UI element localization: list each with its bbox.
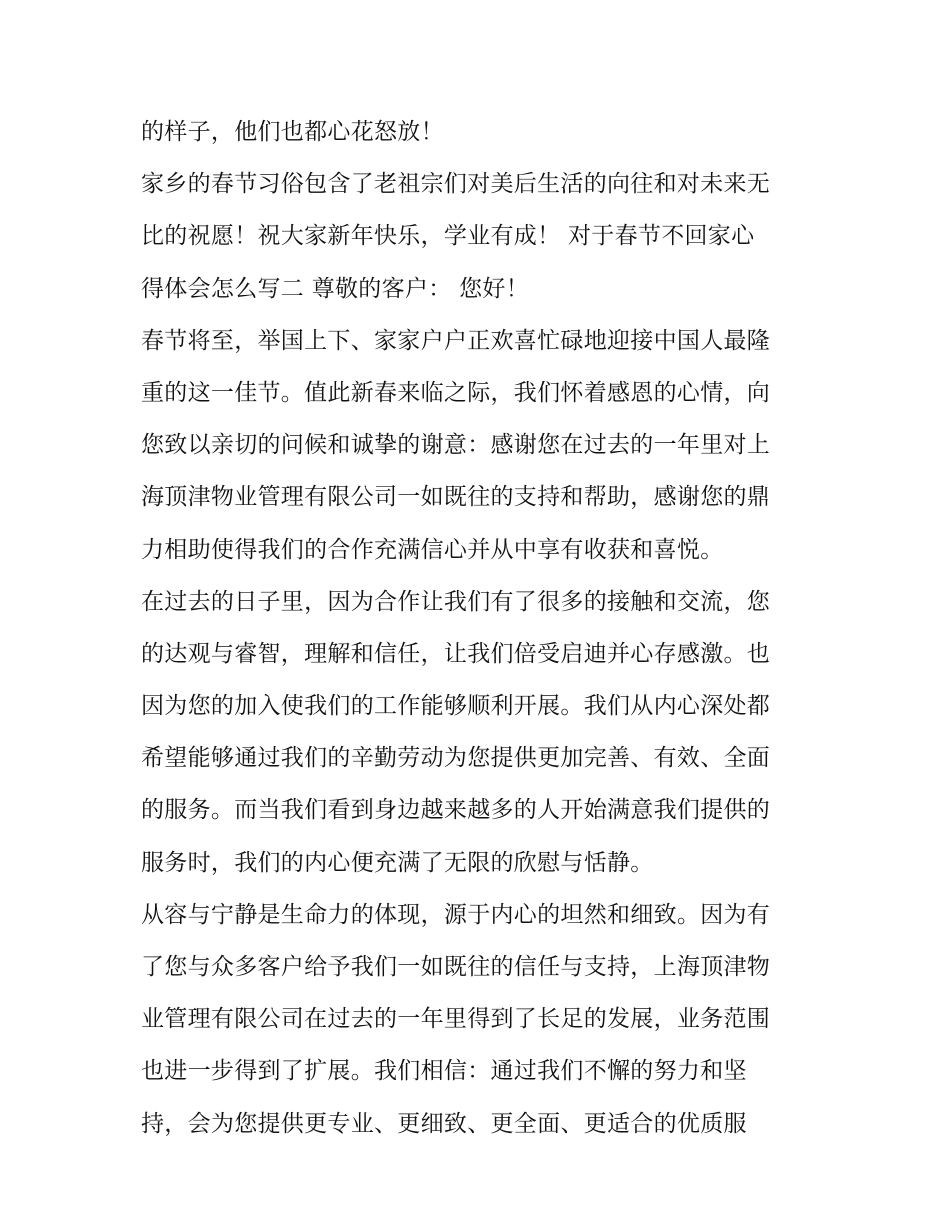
text-line: 比的祝愿！祝大家新年快乐，学业有成！ 对于春节不回家心 xyxy=(141,223,755,250)
text-line: 了您与众多客户给予我们一如既往的信任与支持，上海顶津物 xyxy=(141,954,771,980)
text-line: 业管理有限公司在过去的一年里得到了长足的发展，业务范围 xyxy=(141,1006,771,1033)
text-line: 海顶津物业管理有限公司一如既往的支持和帮助，感谢您的鼎 xyxy=(141,484,771,511)
text-line: 力相助使得我们的合作充满信心并从中享有收获和喜悦。 xyxy=(141,536,724,563)
text-line: 的样子，他们也都心花怒放！ xyxy=(141,119,444,145)
text-line: 您致以亲切的问候和诚挚的谢意：感谢您在过去的一年里对上 xyxy=(141,432,771,459)
text-line: 持，会为您提供更专业、更细致、更全面、更适合的优质服 xyxy=(141,1110,747,1137)
document-body xyxy=(141,106,821,1150)
text-line: 春节将至，举国上下、家家户户正欢喜忙碌地迎接中国人最隆 xyxy=(141,327,771,354)
text-line: 得体会怎么写二 尊敬的客户： 您好！ xyxy=(141,275,530,302)
text-line: 从容与宁静是生命力的体现，源于内心的坦然和细致。因为有 xyxy=(141,901,771,928)
text-line: 服务时，我们的内心便充满了无限的欣慰与恬静。 xyxy=(141,849,654,876)
text-line: 也进一步得到了扩展。我们相信：通过我们不懈的努力和坚 xyxy=(141,1058,747,1085)
text-line: 的服务。而当我们看到身边越来越多的人开始满意我们提供的 xyxy=(141,797,771,824)
text-line: 在过去的日子里，因为合作让我们有了很多的接触和交流，您 xyxy=(141,588,771,615)
text-line: 重的这一佳节。值此新春来临之际，我们怀着感恩的心情，向 xyxy=(141,379,771,406)
text-line: 因为您的加入使我们的工作能够顺利开展。我们从内心深处都 xyxy=(141,693,771,720)
text-line: 希望能够通过我们的辛勤劳动为您提供更加完善、有效、全面 xyxy=(141,745,771,772)
text-line: 家乡的春节习俗包含了老祖宗们对美后生活的向往和对未来无 xyxy=(141,171,771,198)
text-line: 的达观与睿智，理解和信任，让我们倍受启迪并心存感激。也 xyxy=(141,640,771,667)
